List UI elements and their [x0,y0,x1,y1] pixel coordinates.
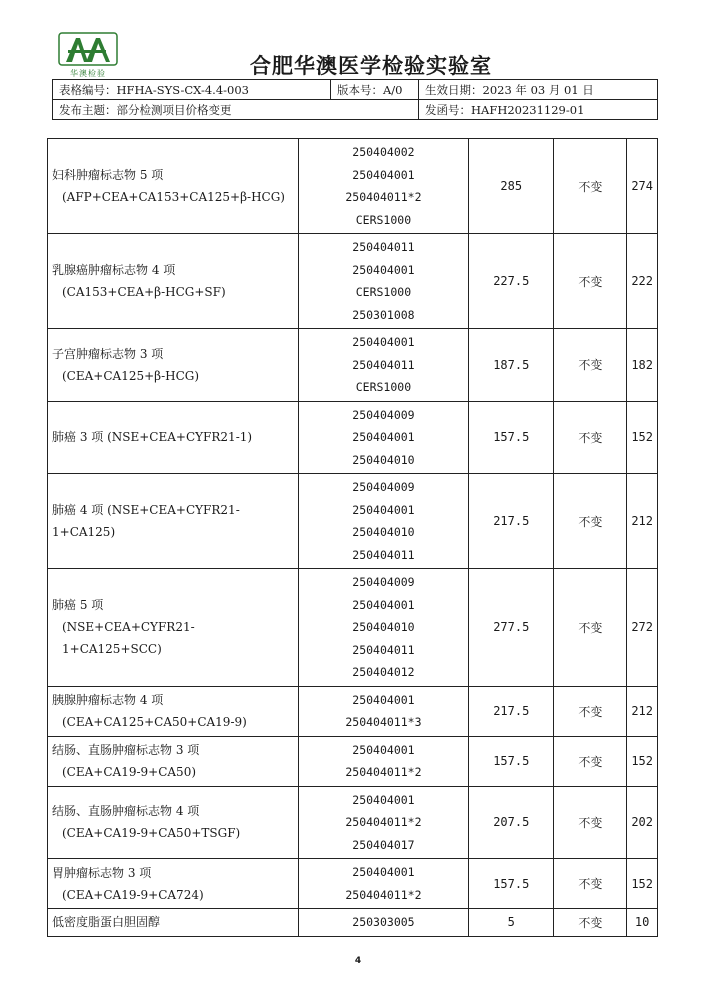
new-price: 152 [627,736,658,786]
original-price: 157.5 [469,401,554,474]
test-item-components: (AFP+CEA+CA153+CA125+β-HCG) [62,190,285,204]
new-price: 152 [627,859,658,909]
change-status: 不变 [554,329,627,402]
charge-code: 250404009 [352,575,415,589]
test-item-name [48,686,299,736]
test-item-name [48,329,299,402]
original-price: 187.5 [469,329,554,402]
charge-code: 250404012 [352,665,415,679]
charge-codes [298,139,468,234]
charge-code: 250404010 [352,620,415,634]
table-row [48,786,658,859]
test-item-title: 结肠、直肠肿瘤标志物 3 项 [52,743,200,757]
new-price: 182 [627,329,658,402]
new-price: 10 [627,909,658,937]
charge-code: 250404001 [352,335,415,349]
charge-code: CERS1000 [355,285,412,299]
original-price: 277.5 [469,569,554,687]
charge-codes [298,474,468,569]
charge-code: 250404010 [352,525,415,539]
letter-number: 发函号：HAFH20231129-01 [419,100,658,120]
original-price: 157.5 [469,859,554,909]
charge-code: 250404001 [352,502,415,517]
table-row [48,686,658,736]
change-status: 不变 [554,234,627,329]
charge-code: 250404011*2 [345,190,422,204]
charge-code: 250404001 [352,792,415,807]
charge-code: 250404011*2 [345,765,422,779]
test-item-name [48,786,299,859]
test-item-name [48,474,299,569]
charge-code: 250404001 [352,597,415,612]
change-status: 不变 [554,736,627,786]
table-row [48,139,658,234]
charge-code: 250404001 [352,692,415,707]
new-price: 212 [627,474,658,569]
charge-code: 250404011*2 [345,887,422,902]
table-row [48,474,658,569]
table-row [48,909,658,937]
charge-code: 250303005 [352,915,415,929]
test-item-name [48,736,299,786]
test-item-name [48,859,299,909]
test-item-title: 胃肿瘤标志物 3 项 [52,865,152,880]
new-price: 202 [627,786,658,859]
change-status: 不变 [554,686,627,736]
charge-code: 250404001 [352,262,415,277]
test-item-components: (CEA+CA19-9+CA50+TSGF) [62,826,241,841]
charge-code: 250404017 [352,837,415,852]
test-item-name [48,569,299,687]
change-status: 不变 [554,859,627,909]
change-status: 不变 [554,474,627,569]
form-number: 表格编号：HFHA-SYS-CX-4.4-003 [53,80,331,100]
charge-codes [298,786,468,859]
test-item-name [48,139,299,234]
table-row [48,234,658,329]
original-price: 217.5 [469,686,554,736]
test-item-title: 低密度脂蛋白胆固醇 [52,915,161,930]
test-item-title: 胰腺肿瘤标志物 4 项 [52,693,164,707]
charge-codes [298,736,468,786]
test-item-title: 结肠、直肠肿瘤标志物 4 项 [52,804,200,819]
price-table [47,138,658,937]
logo-caption: 华澳检验 [70,69,106,78]
charge-code: 250404011 [352,642,415,657]
page-number: 4 [354,956,362,966]
change-status: 不变 [554,909,627,937]
table-row [48,736,658,786]
test-item-title: 肺癌 5 项 [52,598,104,613]
charge-code: 250404011*3 [345,715,422,729]
new-price: 222 [627,234,658,329]
test-item-title: 肺癌 3 项 (NSE+CEA+CYFR21-1) [52,430,253,445]
charge-code: 250404001 [352,742,415,757]
charge-code: 250404009 [352,407,415,422]
test-item-title: 子宫肿瘤标志物 3 项 [52,346,164,361]
release-subject: 发布主题：部分检测项目价格变更 [53,100,419,120]
test-item-name [48,909,299,937]
charge-codes [298,401,468,474]
charge-code: 250404009 [352,480,415,494]
charge-code: 250404011 [352,547,415,562]
original-price: 285 [469,139,554,234]
charge-code: 250301008 [352,307,415,322]
new-price: 152 [627,401,658,474]
charge-code: 250404011 [352,357,415,372]
charge-code: 250404001 [352,865,415,879]
version-number: 版本号：A/0 [331,80,419,100]
lab-title: 合肥华澳医学检验实验室 [250,53,492,78]
test-item-name [48,401,299,474]
table-row [48,569,658,687]
table-row [48,859,658,909]
test-item-components: (CEA+CA125+CA50+CA19-9) [62,715,247,729]
original-price: 217.5 [469,474,554,569]
effective-date: 生效日期：2023 年 03 月 01 日 [419,80,658,100]
test-item-components: (CEA+CA19-9+CA50) [62,765,197,779]
charge-codes [298,686,468,736]
change-status: 不变 [554,401,627,474]
charge-code: 250404001 [352,430,415,444]
document-header-table [52,79,658,120]
charge-code: 250404002 [352,145,415,159]
original-price: 207.5 [469,786,554,859]
charge-codes [298,329,468,402]
charge-code: 250404011 [352,240,415,254]
charge-codes [298,569,468,687]
new-price: 272 [627,569,658,687]
original-price: 5 [469,909,554,937]
test-item-title: 肺癌 4 项 (NSE+CEA+CYFR21-1+CA125) [52,503,240,539]
charge-codes [298,909,468,937]
original-price: 227.5 [469,234,554,329]
test-item-name [48,234,299,329]
test-item-title: 乳腺癌肿瘤标志物 4 项 [52,263,176,277]
test-item-components: (NSE+CEA+CYFR21-1+CA125+SCC) [62,620,195,657]
test-item-components: (CEA+CA125+β-HCG) [62,368,200,383]
table-row [48,401,658,474]
table-row [48,329,658,402]
charge-codes [298,234,468,329]
charge-code: 250404010 [352,452,415,467]
charge-codes [298,859,468,909]
charge-code: CERS1000 [355,380,412,394]
charge-code: 250404001 [352,167,415,182]
test-item-title: 妇科肿瘤标志物 5 项 [52,168,164,182]
new-price: 212 [627,686,658,736]
change-status: 不变 [554,569,627,687]
change-status: 不变 [554,786,627,859]
test-item-components: (CA153+CEA+β-HCG+SF) [62,285,226,299]
charge-code: 250404011*2 [345,815,422,829]
charge-code: CERS1000 [355,212,412,227]
change-status: 不变 [554,139,627,234]
test-item-components: (CEA+CA19-9+CA724) [62,887,204,902]
new-price: 274 [627,139,658,234]
original-price: 157.5 [469,736,554,786]
